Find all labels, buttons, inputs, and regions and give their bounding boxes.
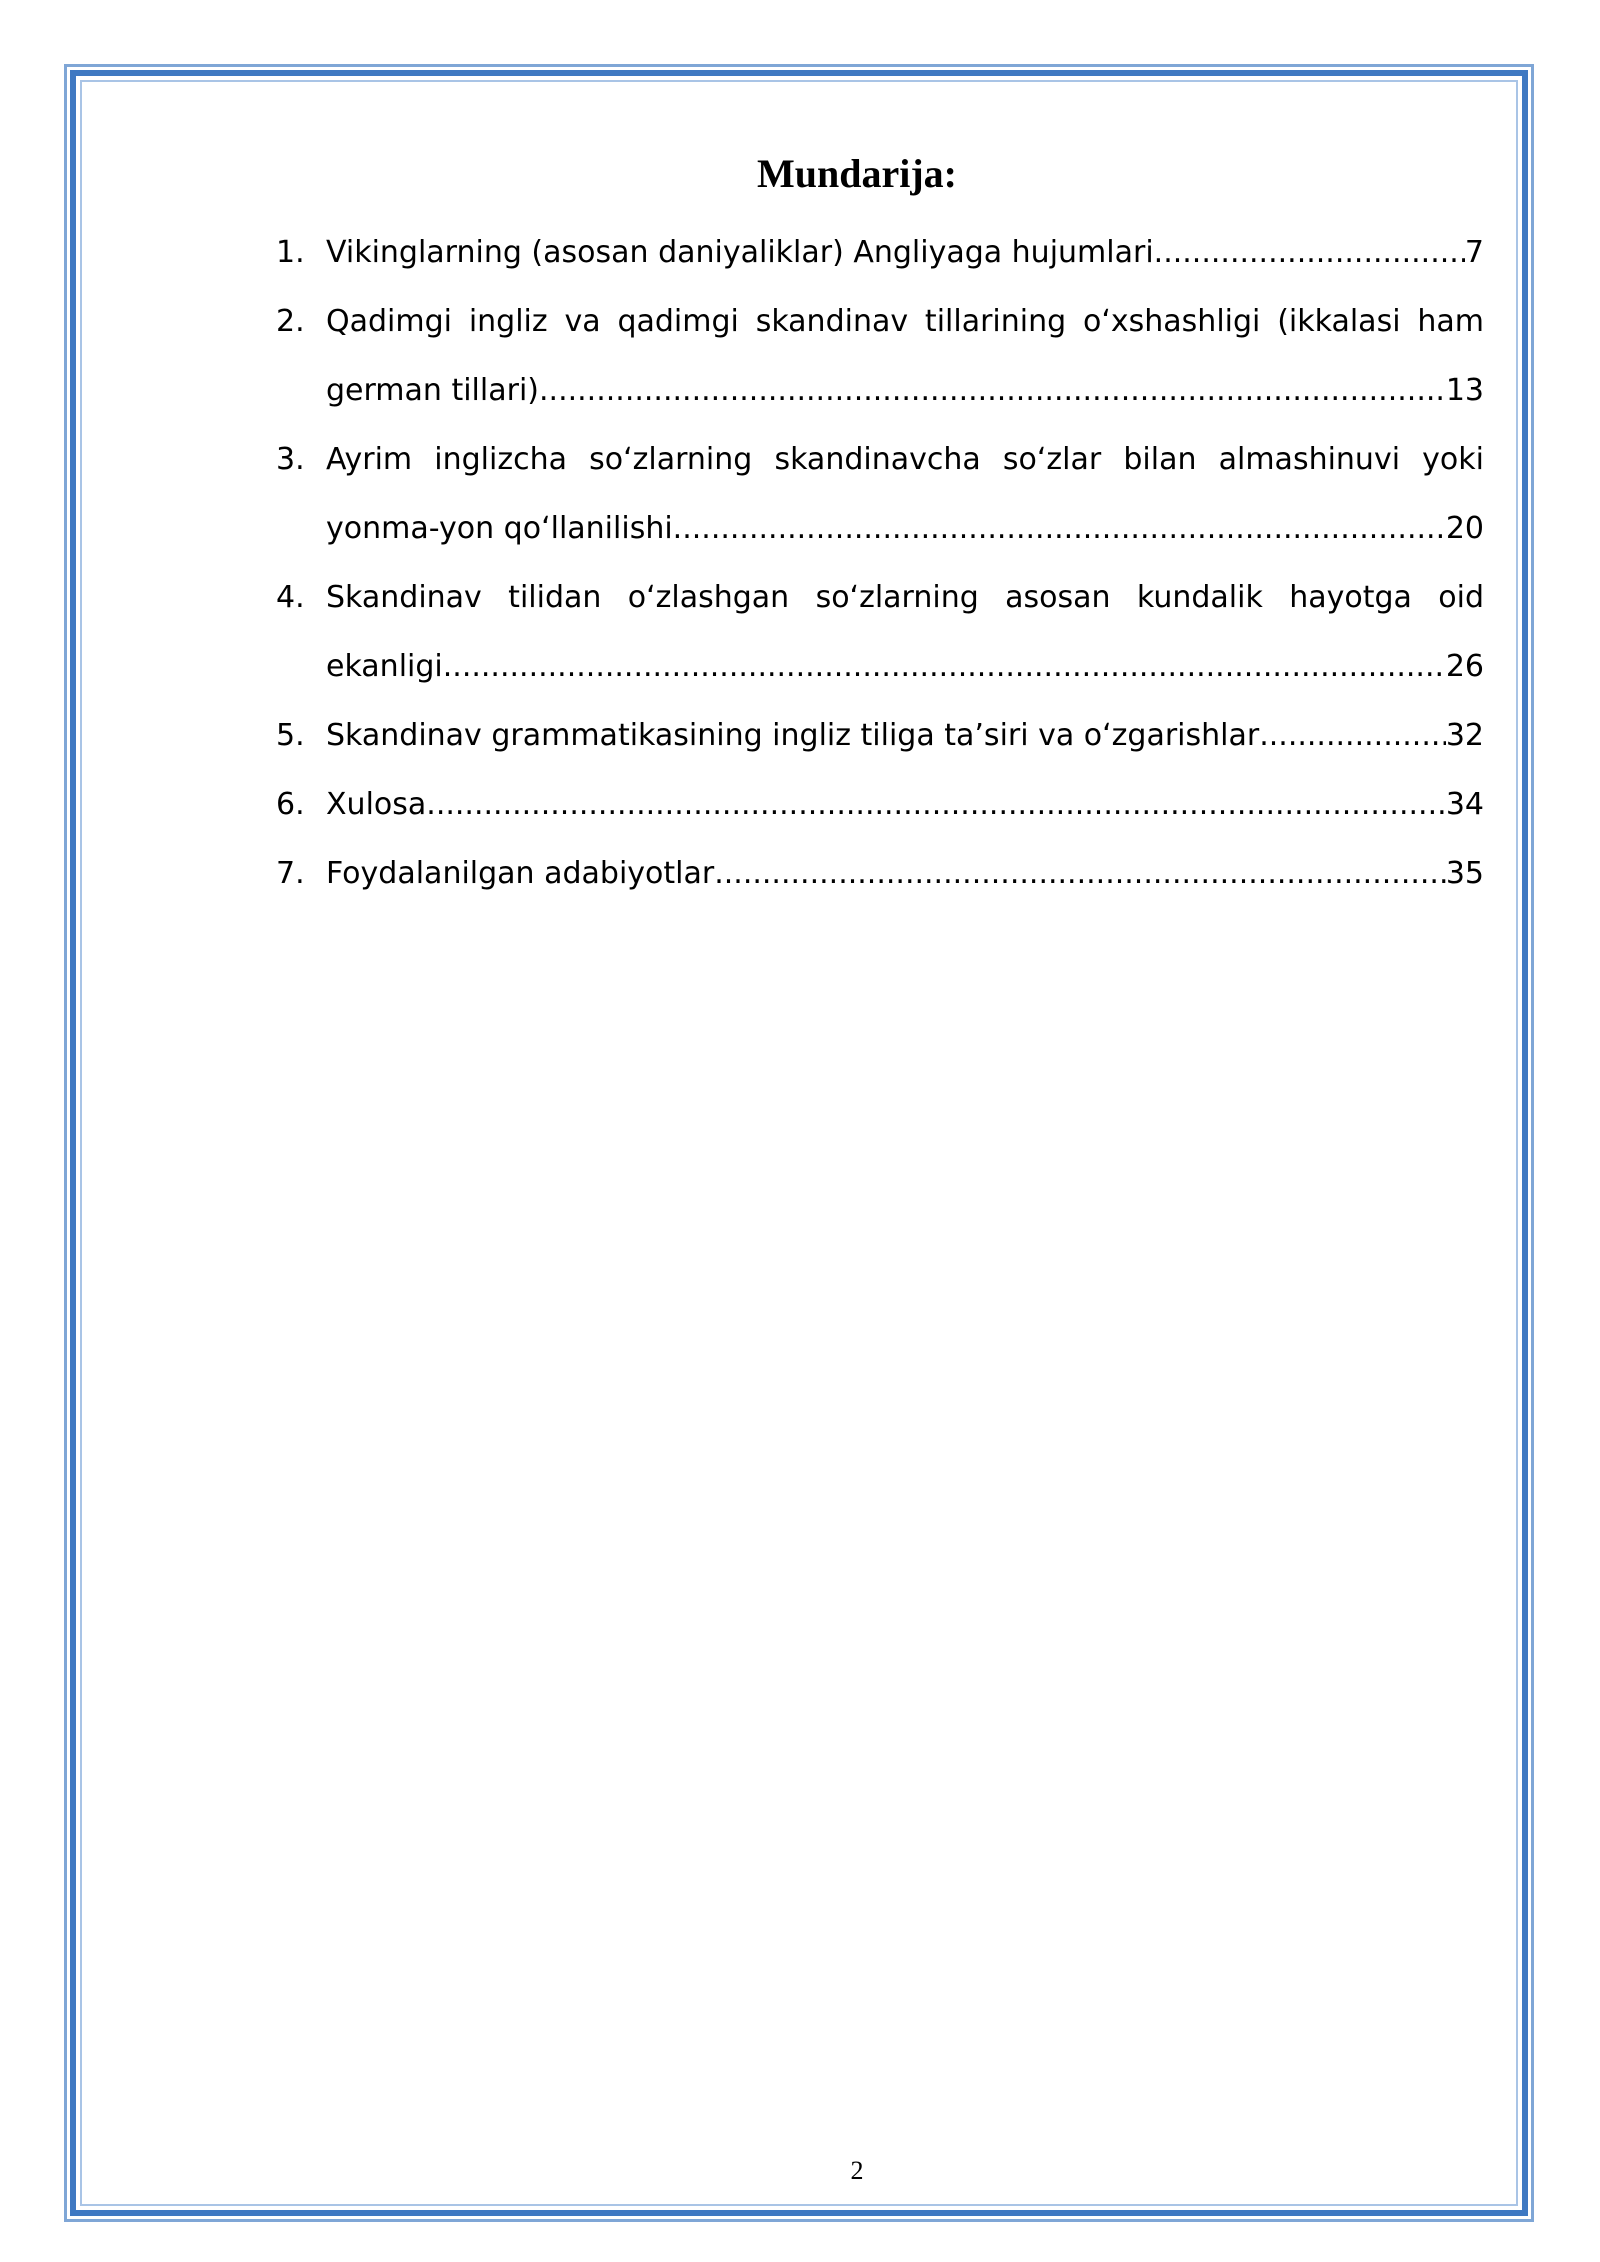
toc-item-title-line: Ayrim inglizcha so‘zlarning skandinavcha so‘zlar bilan almashinuvi yoki	[326, 442, 1484, 477]
toc-item-title: Xulosa	[326, 787, 427, 822]
toc-item-title-line: yonma-yon qo‘llanilishi	[326, 511, 673, 546]
toc-item-3[interactable]	[276, 425, 1484, 563]
toc-page-number: 26	[1445, 649, 1484, 684]
page-title: Mundarija:	[757, 151, 957, 196]
table-of-contents	[276, 218, 1484, 908]
toc-page-number: 35	[1445, 856, 1484, 891]
toc-leader-dots	[1154, 218, 1465, 287]
toc-item-5[interactable]	[276, 701, 1484, 770]
toc-page-number: 13	[1445, 373, 1484, 408]
toc-leader-dots	[443, 632, 1446, 701]
toc-item-title: Foydalanilgan adabiyotlar	[326, 856, 715, 891]
toc-item-number: 4.	[276, 580, 305, 615]
toc-leader-dots	[539, 356, 1446, 425]
toc-leader-dots	[673, 494, 1446, 563]
toc-item-number: 7.	[276, 856, 305, 891]
toc-leader-dots	[1259, 701, 1446, 770]
toc-item-6[interactable]	[276, 770, 1484, 839]
toc-item-7[interactable]	[276, 839, 1484, 908]
toc-item-title-line: Qadimgi ingliz va qadimgi skandinav tillarining o‘xshashligi (ikkalasi ham	[326, 304, 1484, 339]
toc-leader-dots	[426, 770, 1446, 839]
toc-item-title-line: ekanligi	[326, 649, 443, 684]
toc-item-number: 1.	[276, 235, 305, 270]
toc-item-4[interactable]	[276, 563, 1484, 701]
toc-item-number: 5.	[276, 718, 305, 753]
toc-item-title-line: Skandinav tilidan o‘zlashgan so‘zlarning asosan kundalik hayotga oid	[326, 580, 1484, 615]
toc-item-2[interactable]	[276, 287, 1484, 425]
toc-item-title: Vikinglarning (asosan daniyaliklar) Angliyaga hujumlari	[326, 235, 1154, 270]
toc-page-number: 32	[1445, 718, 1484, 753]
toc-item-number: 2.	[276, 304, 305, 339]
toc-page-number: 34	[1445, 787, 1484, 822]
toc-page-number: 20	[1445, 511, 1484, 546]
toc-page-number: 7	[1464, 235, 1484, 270]
toc-item-number: 3.	[276, 442, 305, 477]
page-number: 2	[850, 2156, 864, 2185]
toc-item-title: Skandinav grammatikasining ingliz tiliga ta’siri va o‘zgarishlar	[326, 718, 1260, 753]
toc-item-title-line: german tillari)	[326, 373, 539, 408]
toc-item-1[interactable]	[276, 218, 1484, 287]
toc-item-number: 6.	[276, 787, 305, 822]
toc-leader-dots	[714, 839, 1446, 908]
